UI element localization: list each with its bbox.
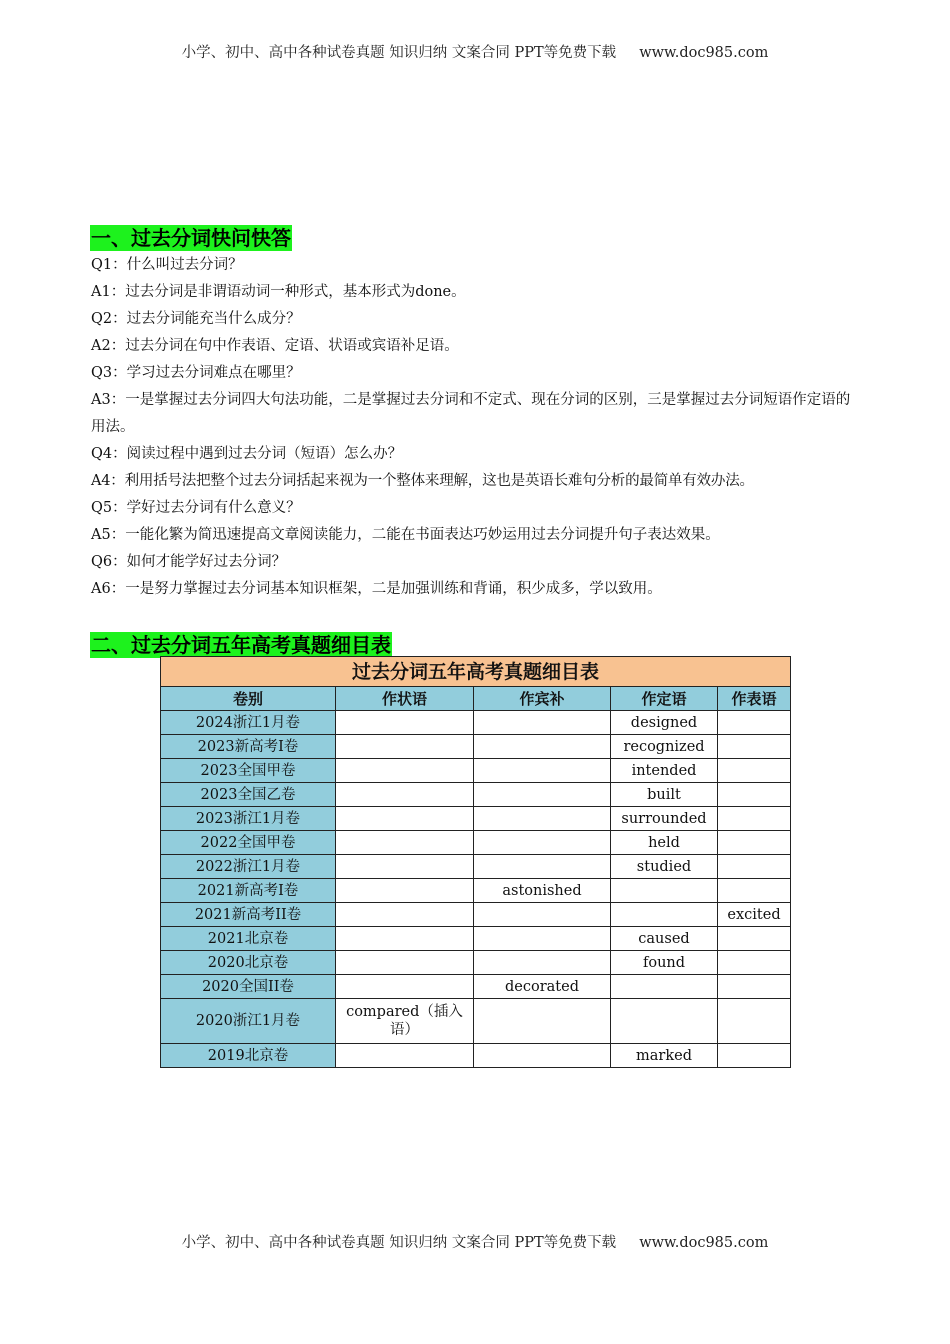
table-cell bbox=[474, 855, 611, 879]
qa-item: A3：一是掌握过去分词四大句法功能，二是掌握过去分词和不定式、现在分词的区别，三是掌握过去分词短语作定语的用法。 bbox=[91, 392, 851, 435]
table-cell bbox=[611, 879, 718, 903]
table-cell bbox=[336, 807, 474, 831]
table-row bbox=[161, 831, 791, 855]
table-cell bbox=[718, 807, 791, 831]
row-label-cell: 2023全国乙卷 bbox=[161, 783, 336, 807]
table-cell bbox=[474, 831, 611, 855]
table-cell bbox=[336, 927, 474, 951]
table-cell bbox=[336, 783, 474, 807]
table-row bbox=[161, 735, 791, 759]
qa-item: A2：过去分词在句中作表语、定语、状语或宾语补足语。 bbox=[91, 338, 459, 354]
table-cell bbox=[336, 975, 474, 999]
table-cell: studied bbox=[611, 855, 718, 879]
table-cell bbox=[611, 903, 718, 927]
table-cell bbox=[718, 759, 791, 783]
table-title: 过去分词五年高考真题细目表 bbox=[161, 657, 791, 687]
table-cell bbox=[336, 1044, 474, 1068]
table-cell: caused bbox=[611, 927, 718, 951]
table-row bbox=[161, 783, 791, 807]
table-row bbox=[161, 879, 791, 903]
table-cell: intended bbox=[611, 759, 718, 783]
table-cell bbox=[611, 999, 718, 1044]
table-cell bbox=[718, 879, 791, 903]
column-header: 卷别 bbox=[161, 687, 336, 711]
table-cell: marked bbox=[611, 1044, 718, 1068]
row-label-cell: 2023浙江1月卷 bbox=[161, 807, 336, 831]
qa-item: A6：一是努力掌握过去分词基本知识框架，二是加强训练和背诵，积少成多，学以致用。 bbox=[91, 581, 662, 597]
table-cell bbox=[718, 975, 791, 999]
page-footer: 小学、初中、高中各种试卷真题 知识归纳 文案合同 PPT等免费下载 www.doc985.com bbox=[181, 1235, 769, 1251]
table-cell bbox=[718, 999, 791, 1044]
row-label-cell: 2023全国甲卷 bbox=[161, 759, 336, 783]
column-header: 作表语 bbox=[718, 687, 791, 711]
table-cell: astonished bbox=[474, 879, 611, 903]
table-cell bbox=[474, 1044, 611, 1068]
row-label-cell: 2021北京卷 bbox=[161, 927, 336, 951]
table-cell bbox=[718, 735, 791, 759]
row-label-cell: 2022全国甲卷 bbox=[161, 831, 336, 855]
row-label-cell: 2021新高考I卷 bbox=[161, 879, 336, 903]
table-cell bbox=[474, 903, 611, 927]
qa-item: Q5：学好过去分词有什么意义？ bbox=[91, 500, 301, 516]
table-cell bbox=[474, 783, 611, 807]
table-cell: recognized bbox=[611, 735, 718, 759]
table-cell: decorated bbox=[474, 975, 611, 999]
table-cell bbox=[474, 759, 611, 783]
exam-table bbox=[160, 656, 791, 1068]
table-cell: held bbox=[611, 831, 718, 855]
table-cell: excited bbox=[718, 903, 791, 927]
table-row bbox=[161, 975, 791, 999]
table-cell bbox=[474, 735, 611, 759]
qa-item: Q2：过去分词能充当什么成分？ bbox=[91, 311, 301, 327]
table-cell bbox=[336, 759, 474, 783]
row-label-cell: 2021新高考II卷 bbox=[161, 903, 336, 927]
table-cell bbox=[718, 711, 791, 735]
table-row bbox=[161, 711, 791, 735]
qa-item: A4：利用括号法把整个过去分词括起来视为一个整体来理解，这也是英语长难句分析的最简单有效办法。 bbox=[91, 473, 754, 489]
table-row bbox=[161, 951, 791, 975]
table-cell bbox=[718, 831, 791, 855]
table-cell bbox=[718, 951, 791, 975]
table-cell bbox=[336, 903, 474, 927]
table-cell bbox=[474, 951, 611, 975]
table-cell bbox=[336, 855, 474, 879]
page-header: 小学、初中、高中各种试卷真题 知识归纳 文案合同 PPT等免费下载 www.doc985.com bbox=[181, 45, 769, 61]
column-header: 作定语 bbox=[611, 687, 718, 711]
column-header: 作状语 bbox=[336, 687, 474, 711]
table-cell bbox=[718, 927, 791, 951]
table-cell bbox=[474, 927, 611, 951]
qa-item: Q6：如何才能学好过去分词？ bbox=[91, 554, 287, 570]
table-cell: found bbox=[611, 951, 718, 975]
qa-item: Q3：学习过去分词难点在哪里？ bbox=[91, 365, 301, 381]
section2-title: 二、过去分词五年高考真题细目表 bbox=[91, 633, 391, 657]
section1-title: 一、过去分词快问快答 bbox=[91, 226, 291, 250]
column-header: 作宾补 bbox=[474, 687, 611, 711]
qa-item: A1：过去分词是非谓语动词一种形式，基本形式为done。 bbox=[91, 284, 466, 300]
table-cell bbox=[336, 951, 474, 975]
table-cell bbox=[718, 783, 791, 807]
table-cell bbox=[718, 855, 791, 879]
row-label-cell: 2023新高考I卷 bbox=[161, 735, 336, 759]
table-cell: built bbox=[611, 783, 718, 807]
table-row bbox=[161, 999, 791, 1044]
table-cell bbox=[336, 879, 474, 903]
row-label-cell: 2020全国II卷 bbox=[161, 975, 336, 999]
row-label-cell: 2020浙江1月卷 bbox=[161, 999, 336, 1044]
table-cell: surrounded bbox=[611, 807, 718, 831]
row-label-cell: 2020北京卷 bbox=[161, 951, 336, 975]
table-row bbox=[161, 807, 791, 831]
table-cell: compared（插入语） bbox=[336, 999, 474, 1044]
table-row bbox=[161, 855, 791, 879]
table-row bbox=[161, 1044, 791, 1068]
qa-item: Q1：什么叫过去分词？ bbox=[91, 257, 243, 273]
table-cell bbox=[336, 711, 474, 735]
table-row bbox=[161, 927, 791, 951]
table-cell bbox=[474, 711, 611, 735]
table-cell: designed bbox=[611, 711, 718, 735]
table-cell bbox=[718, 1044, 791, 1068]
qa-item: Q4：阅读过程中遇到过去分词（短语）怎么办？ bbox=[91, 446, 403, 462]
row-label-cell: 2019北京卷 bbox=[161, 1044, 336, 1068]
row-label-cell: 2024浙江1月卷 bbox=[161, 711, 336, 735]
table-row bbox=[161, 903, 791, 927]
table-cell bbox=[611, 975, 718, 999]
table-cell bbox=[474, 999, 611, 1044]
qa-list bbox=[91, 252, 861, 603]
table-cell bbox=[474, 807, 611, 831]
table-row bbox=[161, 759, 791, 783]
row-label-cell: 2022浙江1月卷 bbox=[161, 855, 336, 879]
qa-item: A5：一能化繁为简迅速提高文章阅读能力，二能在书面表达巧妙运用过去分词提升句子表达效果。 bbox=[91, 527, 720, 543]
table-cell bbox=[336, 831, 474, 855]
table-cell bbox=[336, 735, 474, 759]
